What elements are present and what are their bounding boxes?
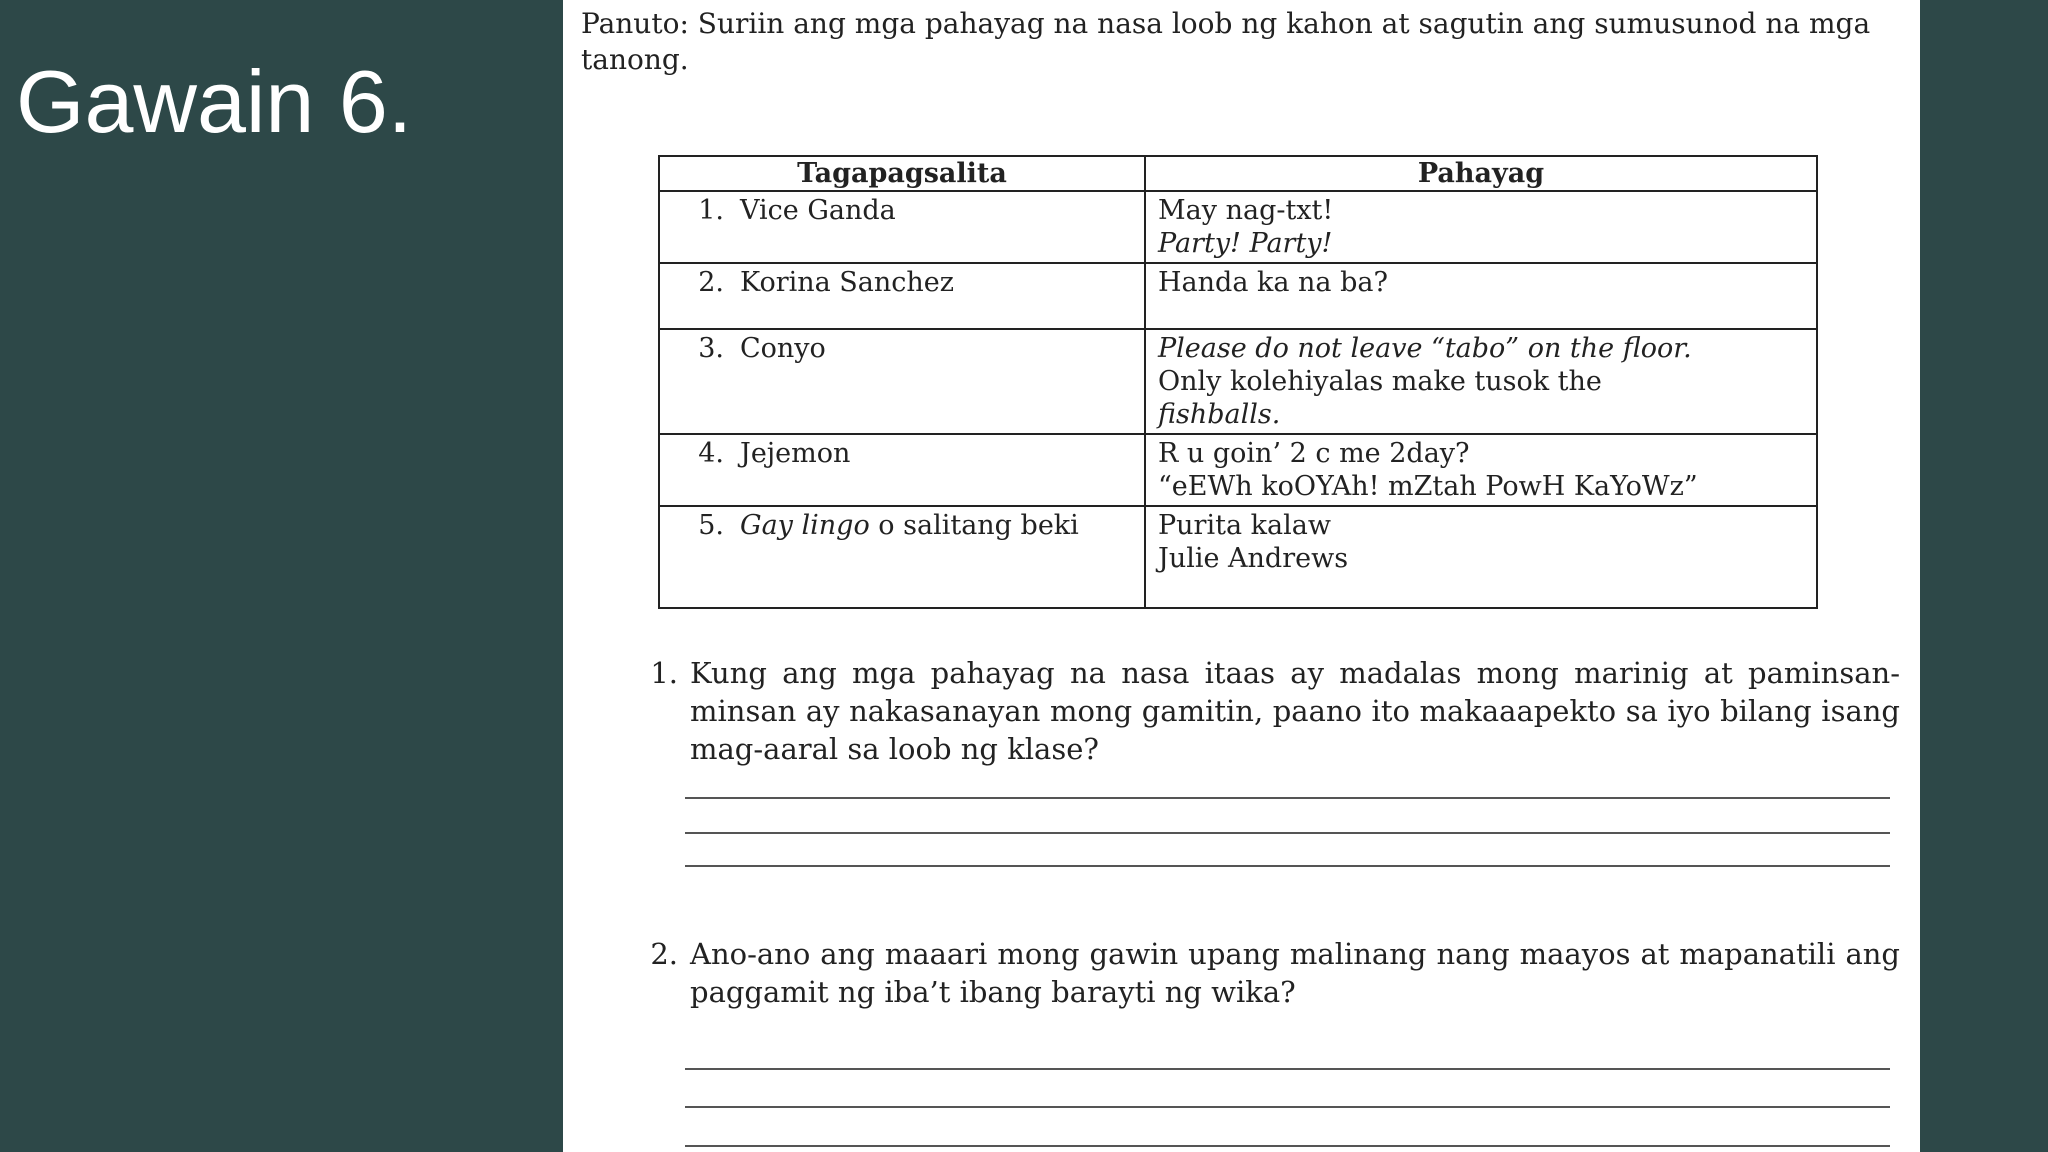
speaker-name: Korina Sanchez [740,267,955,298]
statement-line: Please do not leave “tabo” on the floor. [1158,333,1692,364]
statement-cell [1145,329,1817,434]
question-text: Kung ang mga pahayag na nasa itaas ay madalas mong marinig at paminsan-minsan ay nakasanayan mong gamitin, paano ito makaaapekto sa iyo bilang isang mag-aaral sa loob ng klase? [690,656,1900,766]
statement-cell [1145,191,1817,263]
statement-cell [1145,263,1817,329]
answer-line [685,797,1890,799]
table-header-row [659,156,1817,191]
question-number: 1. [650,656,678,690]
answer-line [685,865,1890,867]
table-row [659,434,1817,506]
statement-line: Handa ka na ba? [1158,267,1388,298]
statement-line: R u goin’ 2 c me 2day? [1158,438,1470,469]
row-number: 5. [698,510,724,541]
table-row [659,263,1817,329]
speaker-cell [659,434,1145,506]
speaker-name: Vice Ganda [740,195,896,226]
speaker-name-italic-part: Gay lingo [740,510,870,541]
statement-cell [1145,434,1817,506]
row-number: 3. [698,333,724,364]
statement-line: Only kolehiyalas make tusok the [1158,366,1602,397]
answer-line [685,832,1890,834]
statement-line: fishballs. [1158,399,1281,430]
answer-line [685,1106,1890,1108]
table-row [659,191,1817,263]
speaker-statement-table [658,155,1818,609]
row-number: 4. [698,438,724,469]
table-row [659,506,1817,608]
speaker-cell [659,506,1145,608]
table-row [659,329,1817,434]
speaker-name-rest: o salitang beki [869,510,1079,541]
question-2 [633,935,1900,1011]
instruction-text: Panuto: Suriin ang mga pahayag na nasa loob ng kahon at sagutin ang sumusunod na mga tanong. [581,7,1871,76]
statement-line: May nag-txt! [1158,195,1334,226]
question-1 [633,654,1900,768]
answer-line [685,1145,1890,1147]
speaker-name: Conyo [740,333,826,364]
statement-cell [1145,506,1817,608]
answer-line [685,1068,1890,1070]
row-number: 1. [698,195,724,226]
statement-line: Purita kalaw [1158,510,1331,541]
column-header-speaker: Tagapagsalita [659,156,1145,191]
question-number: 2. [650,937,678,971]
speaker-name [740,509,1100,542]
speaker-cell [659,329,1145,434]
speaker-name: Jejemon [740,438,851,469]
statement-line: Party! Party! [1158,228,1333,259]
statement-line: Julie Andrews [1158,543,1349,574]
column-header-statement: Pahayag [1145,156,1817,191]
worksheet-page [563,0,1920,1152]
speaker-cell [659,191,1145,263]
speaker-cell [659,263,1145,329]
row-number: 2. [698,267,724,298]
statement-line: “eEWh koOYAh! mZtah PowH KaYoWz” [1158,471,1698,502]
slide-title: Gawain 6. [16,52,413,151]
question-text: Ano-ano ang maaari mong gawin upang malinang nang maayos at mapanatili ang paggamit ng iba’t ibang barayti ng wika? [690,937,1900,1009]
